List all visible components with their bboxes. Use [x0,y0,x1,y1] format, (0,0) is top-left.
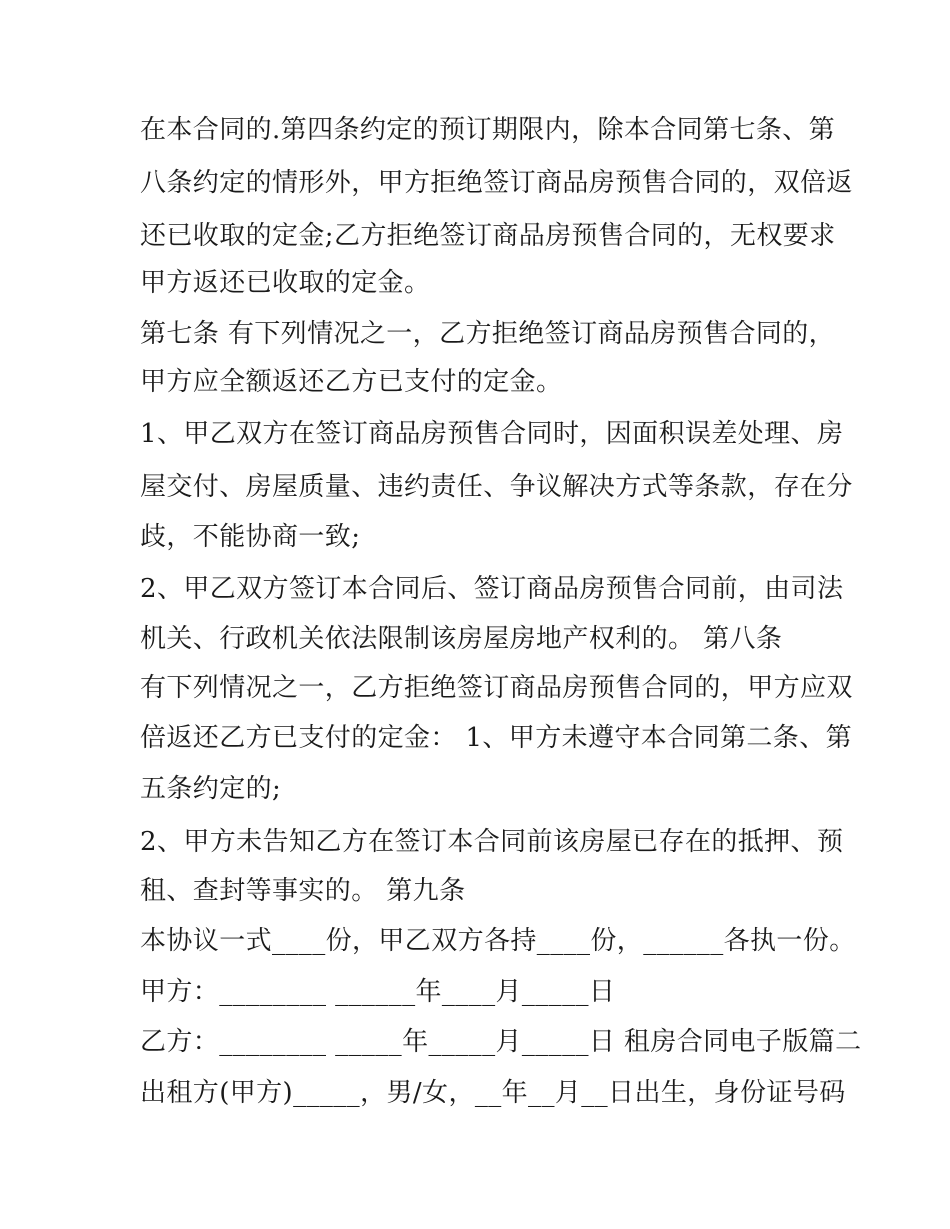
text-line: 甲方应全额返还乙方已支付的定金。 [140,367,563,397]
text-line: 甲方：________ ______年____月_____日 [140,977,616,1007]
text-line: 八条约定的情形外，甲方拒绝签订商品房预售合同的，双倍返 [140,168,853,198]
text-line: 出租方(甲方)_____，男/女，__年__月__日出生，身份证号码 [140,1078,846,1108]
text-line: 租、查封等事实的。 第九条 [140,876,466,906]
text-line: 还已收取的定金;乙方拒绝签订商品房预售合同的，无权要求 [140,221,836,251]
text-line: 歧，不能协商一致; [140,522,361,552]
text-line: 机关、行政机关依法限制该房屋房地产权利的。 第八条 [140,624,783,654]
text-line: 2、甲方未告知乙方在签订本合同前该房屋已存在的抵押、预 [140,827,844,857]
text-line: 1、甲乙双方在签订商品房预售合同时，因面积误差处理、房 [140,419,844,449]
text-line: 在本合同的.第四条约定的预订期限内，除本合同第七条、第 [140,115,836,145]
text-line: 2、甲乙双方签订本合同后、签订商品房预售合同前，由司法 [140,574,844,604]
text-line: 第七条 有下列情况之一，乙方拒绝签订商品房预售合同的， [140,319,836,349]
text-line: 有下列情况之一，乙方拒绝签订商品房预售合同的，甲方应双 [140,673,853,703]
text-line: 屋交付、房屋质量、违约责任、争议解决方式等条款，存在分 [140,472,853,502]
text-line: 本协议一式____份，甲乙双方各持____份，______各执一份。 [140,926,856,956]
text-line: 五条约定的; [140,774,282,804]
text-line: 甲方返还已收取的定金。 [140,268,431,298]
text-line: 乙方：________ _____年_____月_____日 租房合同电子版篇二 [140,1027,862,1057]
text-line: 倍返还乙方已支付的定金： 1、甲方未遵守本合同第二条、第 [140,723,853,753]
